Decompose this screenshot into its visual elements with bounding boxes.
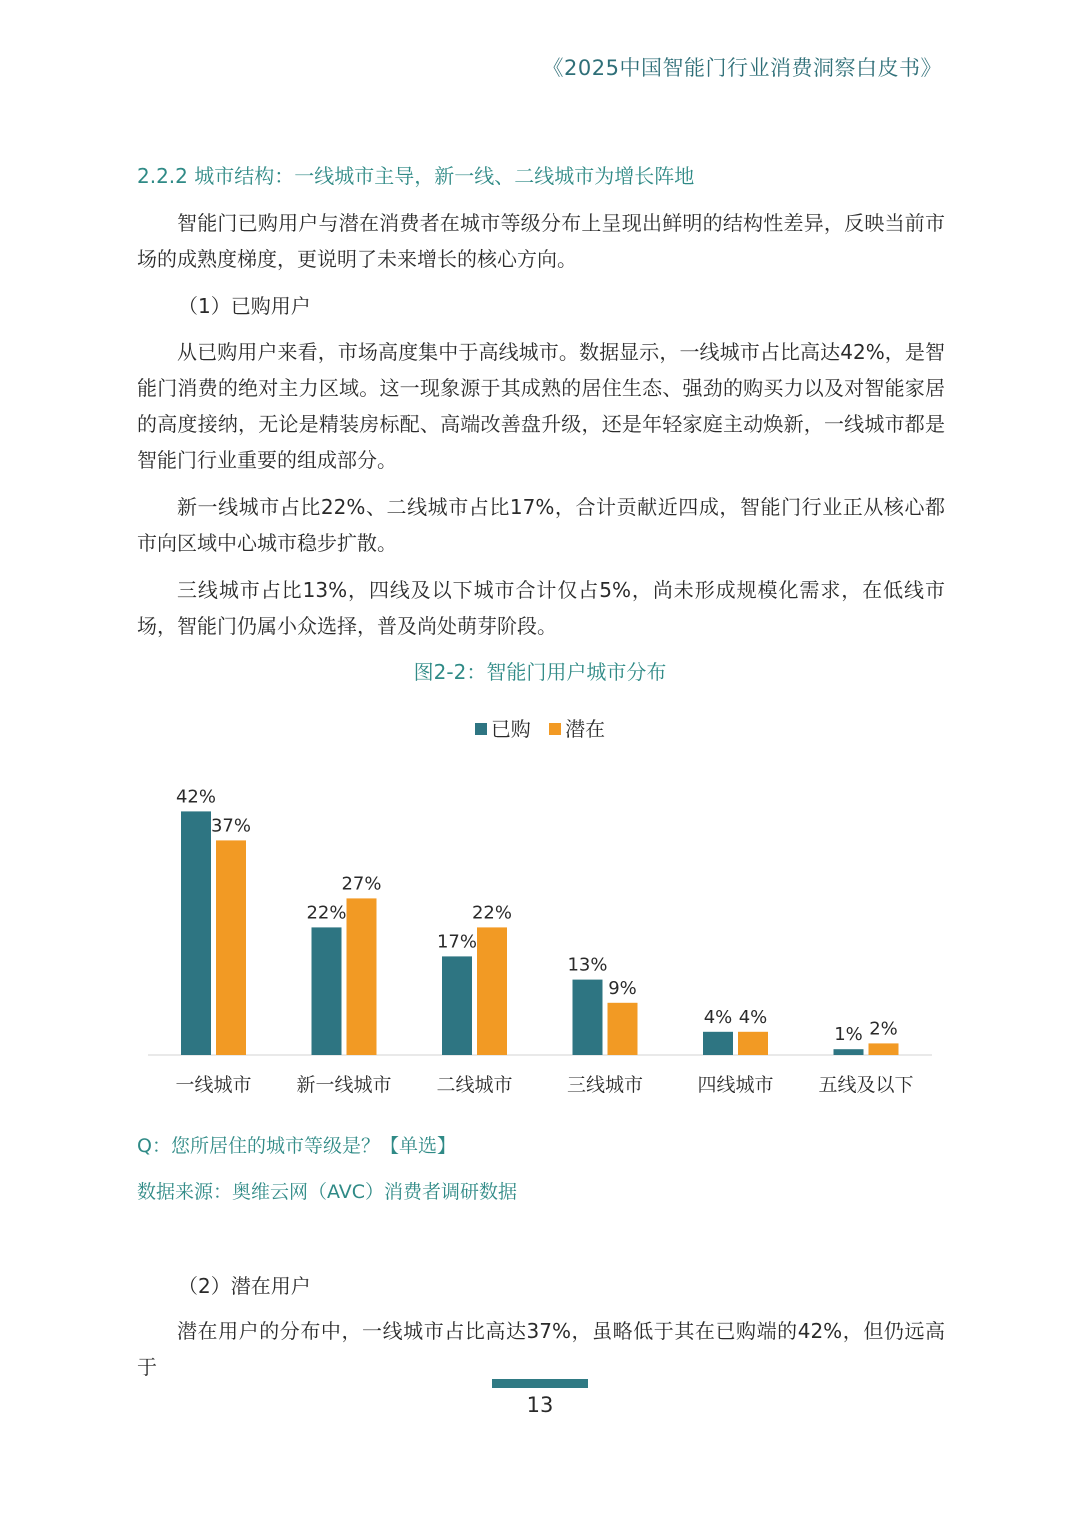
bar-purchased-3 — [573, 980, 603, 1055]
bar-purchased-2 — [442, 956, 472, 1055]
document-header-title: 《2025中国智能门行业消费洞察白皮书》 — [542, 56, 942, 80]
purchased-users-heading: （1）已购用户 — [178, 294, 311, 318]
data-label-purchased-2: 17% — [436, 931, 478, 953]
data-label-potential-2: 22% — [471, 902, 513, 924]
bar-potential-0 — [216, 840, 246, 1055]
legend-item-potential — [549, 713, 605, 742]
data-label-purchased-0: 42% — [175, 786, 217, 808]
data-label-potential-5: 2% — [869, 1018, 898, 1040]
bar-potential-2 — [477, 927, 507, 1055]
category-label-5: 五线及以下 — [818, 1074, 914, 1096]
category-label-1: 新一线城市 — [296, 1074, 392, 1096]
data-label-purchased-3: 13% — [567, 954, 608, 976]
footer-accent-bar — [492, 1379, 588, 1388]
page-number: 13 — [526, 1393, 554, 1417]
survey-question-note: Q：您所居住的城市等级是？【单选】 — [137, 1135, 456, 1157]
category-label-2: 二线城市 — [436, 1074, 513, 1096]
bar-potential-5 — [869, 1043, 899, 1055]
data-label-potential-1: 27% — [341, 873, 382, 895]
legend-item-purchased — [475, 713, 531, 742]
data-source-note: 数据来源：奥维云网（AVC）消费者调研数据 — [137, 1181, 518, 1203]
data-label-purchased-1: 22% — [306, 902, 347, 924]
potential-paragraph: 潜在用户的分布中，一线城市占比高达37%，虽略低于其在已购端的42%，但仍远高于 — [137, 1319, 945, 1379]
purchased-paragraph-2: 新一线城市占比22%、二线城市占比17%，合计贡献近四成，智能门行业正从核心都市向区域中心城市稳步扩散。 — [137, 495, 945, 555]
bar-purchased-1 — [312, 927, 342, 1055]
potential-users-heading: （2）潜在用户 — [178, 1274, 311, 1298]
data-label-potential-4: 4% — [738, 1006, 768, 1028]
intro-paragraph: 智能门已购用户与潜在消费者在城市等级分布上呈现出鲜明的结构性差异，反映当前市场的成熟度梯度，更说明了未来增长的核心方向。 — [137, 211, 945, 271]
data-label-potential-3: 9% — [608, 977, 637, 999]
bar-purchased-5 — [834, 1049, 864, 1055]
bar-purchased-4 — [703, 1032, 733, 1055]
data-label-purchased-5: 1% — [834, 1024, 863, 1046]
legend-label-potential: 潜在 — [565, 717, 606, 741]
figure-title: 图2-2：智能门用户城市分布 — [413, 660, 667, 684]
purchased-paragraph-3: 三线城市占比13%，四线及以下城市合计仅占5%，尚未形成规模化需求，在低线市场，智能门仍属小众选择，普及尚处萌芽阶段。 — [137, 578, 945, 638]
purchased-paragraph-1: 从已购用户来看，市场高度集中于高线城市。数据显示，一线城市占比高达42%，是智能门消费的绝对主力区域。这一现象源于其成熟的居住生态、强劲的购买力以及对智能家居的高度接纳，无论是精装房标配、高端改善盘升级，还是年轻家庭主动焕新，一线城市都是智能门行业重要的组成部分。 — [137, 340, 945, 472]
bar-chart — [130, 760, 950, 1110]
bar-potential-1 — [347, 898, 377, 1055]
legend-swatch-purchased — [475, 723, 487, 735]
data-label-purchased-4: 4% — [703, 1006, 733, 1028]
category-label-0: 一线城市 — [175, 1074, 252, 1096]
category-label-3: 三线城市 — [566, 1074, 644, 1096]
legend-label-purchased: 已购 — [490, 717, 531, 741]
bar-purchased-0 — [181, 811, 211, 1055]
section-heading: 2.2.2 城市结构：一线城市主导，新一线、二线城市为增长阵地 — [137, 164, 695, 188]
bar-potential-3 — [608, 1003, 638, 1055]
category-label-4: 四线城市 — [697, 1074, 774, 1096]
data-label-potential-0: 37% — [210, 815, 252, 837]
bar-potential-4 — [738, 1032, 768, 1055]
legend-swatch-potential — [549, 723, 561, 735]
chart-legend — [0, 713, 1080, 742]
